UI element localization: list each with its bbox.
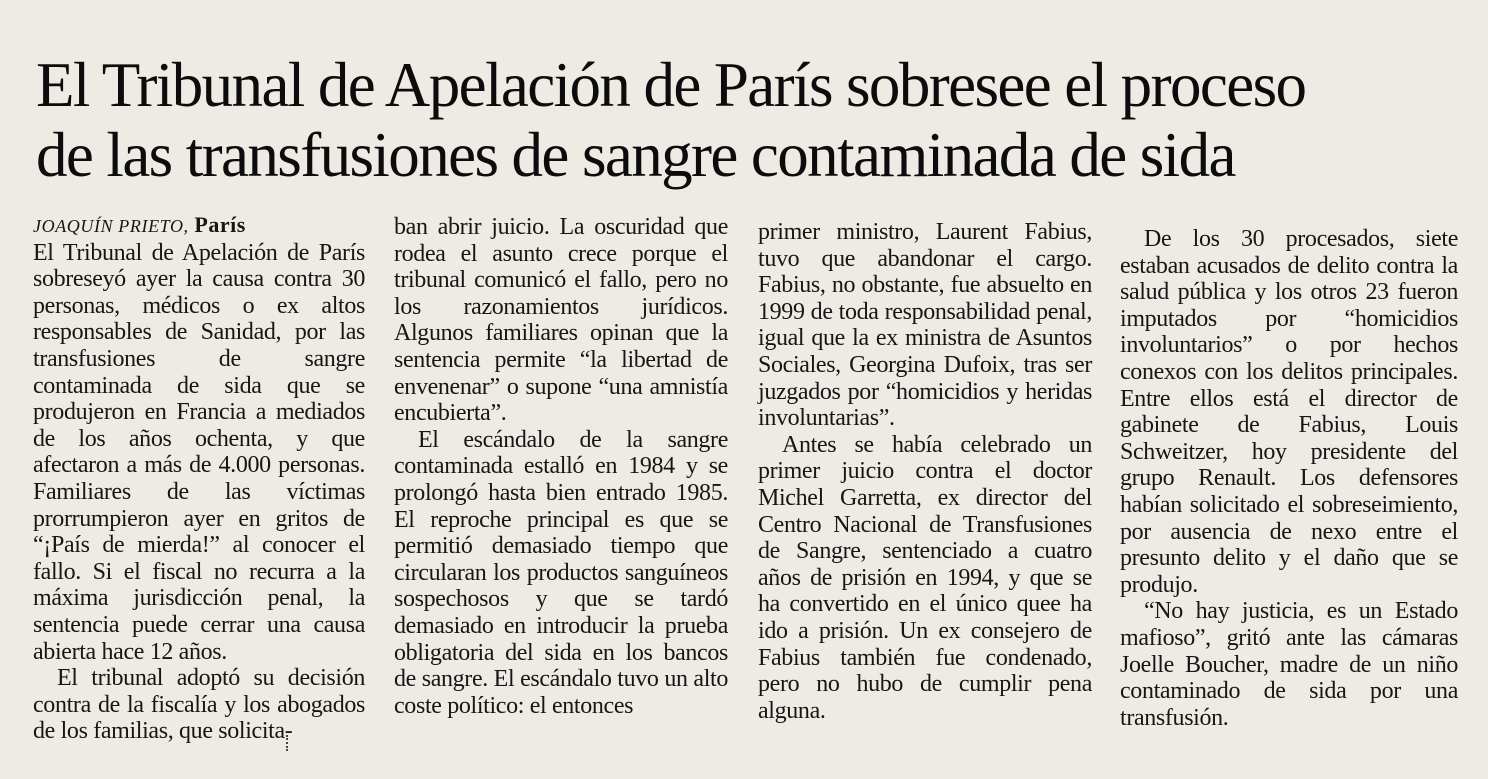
article-column-3 [758,219,1092,724]
paragraph-2-start: El tribunal adoptó su decisión contra de la fiscalía y los abogados de los familias, que solicita- [33,665,365,745]
article-column-2 [394,214,728,719]
paragraph-3-start: El escándalo de la sangre contaminada estalló en 1984 y se prolongó hasta bien entrado 1985. El reproche principal es que se permitió demasiado tiempo que circularan los productos sanguíneos sospechosos y que se tardó demasiado en introducir la prueba obligatoria del sida en los bancos de sangre. El escándalo tuvo un alto coste político: el entonces [394,426,728,719]
headline-line-2: de las transfusiones de sangre contaminada de sida [36,120,1235,190]
headline [36,50,1476,190]
paragraph-5: De los 30 procesados, siete estaban acusados de delito contra la salud pública y los otros 23 fueron imputados por “homicidios involuntarios” o por hechos conexos con los delitos principales. Entre ellos está el director de gabinete de Fabius, Louis Schweitzer, hoy presidente del grupo Renault. Los defensores habían solicitado el sobreseimiento, por ausencia de nexo entre el presunto delito y el daño que se produjo. [1120,226,1458,598]
paragraph-4: Antes se había celebrado un primer juicio contra el doctor Michel Garretta, ex director del Centro Nacional de Transfusiones de Sangre, sentenciado a cuatro años de prisión en 1994, y que se ha convertido en el único quee ha ido a prisión. Un ex consejero de Fabius también fue condenado, pero no hubo de cumplir pena alguna. [758,431,1092,724]
article-column-1 [33,212,365,745]
paragraph-3-end: primer ministro, Laurent Fabius, tuvo que abandonar el cargo. Fabius, no obstante, fue absuelto en 1999 de toda responsabilidad penal, igual que la ex ministra de Asuntos Sociales, Georgina Dufoix, tras ser juzgados por “homicidios y heridas involuntarias”. [758,219,1092,432]
print-speck [286,735,290,751]
paragraph-2-end: ban abrir juicio. La oscuridad que rodea el asunto crece porque el tribunal comunicó el fallo, pero no los razonamientos jurídicos. Algunos familiares opinan que la sentencia permite “la libertad de envenenar” o supone “una amnistía encubierta”. [394,214,728,427]
paragraph-1: El Tribunal de Apelación de París sobreseyó ayer la causa contra 30 personas, médicos o ex altos responsables de Sanidad, por las transfusiones de sangre contaminada de sida que se produjeron en Francia a mediados de los años ochenta, y que afectaron a más de 4.000 personas. Familiares de las víctimas prorrumpieron ayer en gritos de “¡País de mierda!” al conocer el fallo. Si el fiscal no recurra a la máxima jurisdicción penal, la sentencia puede cerrar una causa abierta hace 12 años. [33,239,365,665]
byline-author: JOAQUÍN PRIETO, [33,216,189,236]
paragraph-6: “No hay justicia, es un Estado mafioso”, gritó ante las cámaras Joelle Boucher, madre de un niño contaminado de sida por una transfusión. [1120,598,1458,731]
byline [33,212,365,240]
headline-line-1: El Tribunal de Apelación de París sobresee el proceso [36,50,1306,120]
byline-city: París [194,212,246,237]
article-column-4 [1120,226,1458,731]
